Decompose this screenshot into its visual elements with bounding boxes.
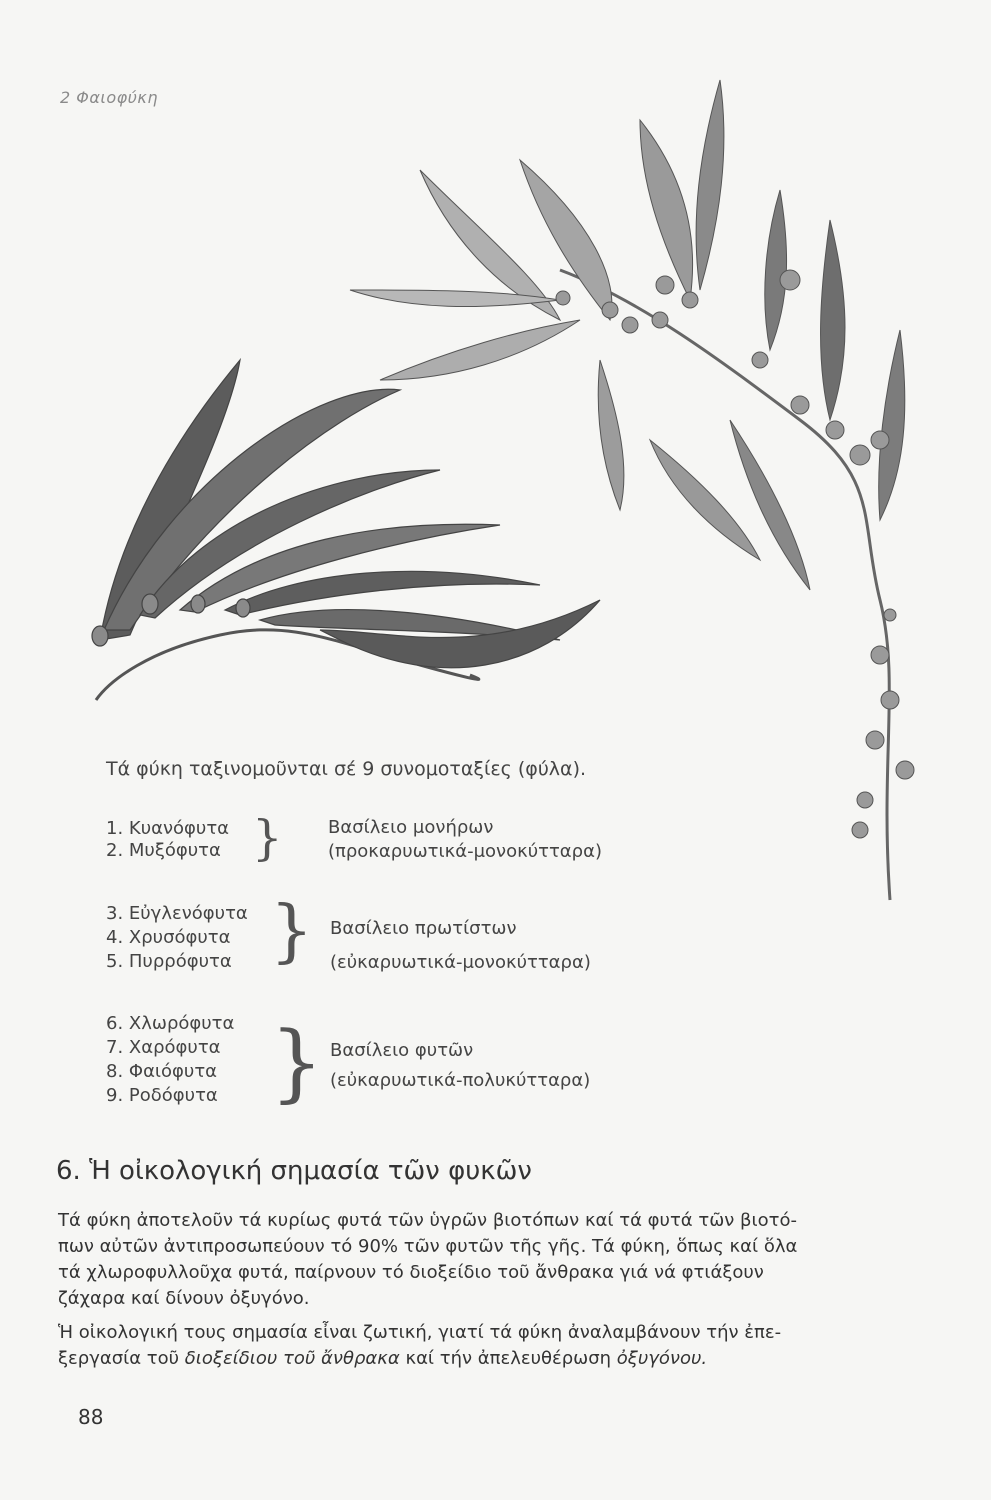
kingdom-name: Βασίλειο πρωτίστων bbox=[330, 918, 517, 939]
group-2-brace: } bbox=[270, 892, 314, 971]
figure-caption-label: 2 Φαιοφύκη bbox=[60, 88, 158, 107]
list-item: 8. Φαιόφυτα bbox=[106, 1061, 218, 1082]
classification-intro: Τά φύκη ταξινομοῦνται σέ 9 συνομοταξίες (φύλα). bbox=[106, 758, 587, 780]
list-item: 2. Μυξόφυτα bbox=[106, 840, 221, 861]
list-item: 3. Εὐγλενόφυτα bbox=[106, 903, 248, 924]
kingdom-description: (εὐκαρυωτικά-μονοκύτταρα) bbox=[330, 952, 591, 973]
text-run: ξεργασία τοῦ bbox=[58, 1348, 185, 1369]
group-1-kingdom bbox=[328, 816, 602, 864]
list-item: 6. Χλωρόφυτα bbox=[106, 1013, 235, 1034]
group-3-kingdom bbox=[330, 1036, 590, 1096]
list-item: 9. Ροδόφυτα bbox=[106, 1085, 218, 1106]
paragraph-line: πων αὐτῶν ἀντιπροσωπεύουν τό 90% τῶν φυτῶν τῆς γῆς. Τά φύκη, ὅπως καί ὅλα bbox=[58, 1236, 798, 1257]
list-item: 7. Χαρόφυτα bbox=[106, 1037, 221, 1058]
group-2-list bbox=[106, 902, 248, 974]
group-3-brace: } bbox=[270, 1013, 324, 1111]
section-heading: 6. Ἡ οἰκολογική σημασία τῶν φυκῶν bbox=[56, 1156, 532, 1186]
list-item: 1. Κυανόφυτα bbox=[106, 818, 230, 839]
italic-run: ὀξυγόνου. bbox=[616, 1348, 708, 1369]
kingdom-description: (προκαρυωτικά-μονοκύτταρα) bbox=[328, 841, 602, 862]
group-2-kingdom bbox=[330, 912, 591, 980]
paragraph-line: Τά φύκη ἀποτελοῦν τά κυρίως φυτά τῶν ὑγρῶν βιοτόπων καί τά φυτά τῶν βιοτό- bbox=[58, 1210, 797, 1231]
kingdom-name: Βασίλειο φυτῶν bbox=[330, 1040, 474, 1061]
paragraph-line bbox=[58, 1346, 928, 1372]
kingdom-name: Βασίλειο μονήρων bbox=[328, 817, 494, 838]
group-3-list bbox=[106, 1012, 234, 1108]
italic-run: ἄνθρακα bbox=[315, 1348, 400, 1369]
text-run: καί τήν ἀπελευθέρωση bbox=[399, 1348, 617, 1369]
page-number: 88 bbox=[78, 1405, 104, 1429]
group-1-list bbox=[106, 818, 229, 862]
italic-run: οῦ bbox=[293, 1348, 316, 1369]
paragraph-line: ζάχαρα καί δίνουν ὀξυγόνο. bbox=[58, 1288, 310, 1309]
group-1-brace: } bbox=[252, 810, 283, 866]
paragraph-1 bbox=[58, 1208, 928, 1312]
paragraph-line: τά χλωροφυλλοῦχα φυτά, παίρνουν τό διοξείδιο τοῦ ἄνθρακα γιά νά φτιάξουν bbox=[58, 1262, 764, 1283]
list-item: 4. Χρυσόφυτα bbox=[106, 927, 231, 948]
italic-run: διοξείδιου τ bbox=[184, 1348, 294, 1369]
kingdom-description: (εὐκαρυωτικά-πολυκύτταρα) bbox=[330, 1070, 591, 1091]
left-kelp-plant bbox=[92, 360, 600, 700]
paragraph-2 bbox=[58, 1320, 928, 1372]
paragraph-line: Ἡ οἰκολογική τους σημασία εἶναι ζωτική, γιατί τά φύκη ἀναλαμβάνουν τήν ἐπε- bbox=[58, 1322, 782, 1343]
list-item: 5. Πυρρόφυτα bbox=[106, 951, 232, 972]
